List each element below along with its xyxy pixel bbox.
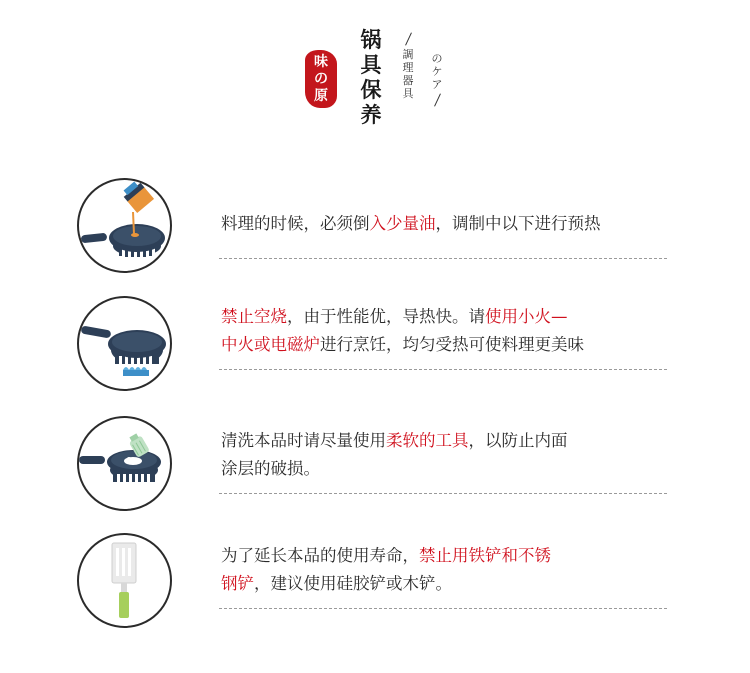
highlight-text: 中火或电磁炉: [221, 335, 320, 354]
highlight-text: 使用小火—: [485, 307, 568, 326]
pan-on-burner-icon: [77, 296, 172, 391]
oil-pouring-pan-icon: [77, 178, 172, 273]
title-char: 具: [360, 53, 382, 77]
subtitle-char: 具: [402, 87, 414, 100]
text-line: [221, 331, 671, 359]
text-segment: 涂层的破损。: [221, 459, 320, 478]
text-line: [221, 455, 671, 483]
text-segment: 清洗本品时请尽量使用: [221, 431, 386, 450]
subtitle-char: ア: [431, 78, 443, 91]
subtitle-char: 器: [402, 74, 414, 87]
seal-char: 原: [314, 87, 328, 104]
care-text: [221, 303, 671, 359]
text-line: [221, 210, 671, 238]
pan-washing-icon: [77, 416, 172, 511]
slash-divider: [434, 93, 441, 106]
subtitle-jp-2: [430, 52, 444, 107]
page-title: [358, 28, 384, 128]
title-char: 锅: [360, 28, 382, 52]
dashed-divider: [219, 608, 667, 609]
text-segment: 料理的时候，必须倒: [221, 214, 370, 233]
text-segment: ，以防止内面: [468, 431, 568, 450]
text-line: [221, 570, 671, 598]
text-line: [221, 542, 671, 570]
text-segment: 进行烹饪，均匀受热可使料理更美味: [320, 335, 584, 354]
dashed-divider: [219, 258, 667, 259]
highlight-text: 柔软的工具: [386, 431, 469, 450]
subtitle-char: の: [431, 52, 443, 65]
subtitle-char: 理: [402, 61, 414, 74]
seal-stamp: [305, 50, 337, 108]
text-segment: ，由于性能优，导热快。请: [287, 307, 485, 326]
seal-char: 味: [314, 53, 328, 70]
spatula-icon: [77, 533, 172, 628]
header: [0, 0, 750, 150]
text-segment: ，建议使用硅胶铲或木铲。: [254, 574, 452, 593]
care-text: [221, 542, 671, 598]
subtitle-char: 調: [402, 48, 414, 61]
title-char: 保: [360, 78, 382, 102]
subtitle-jp-1: [401, 32, 415, 100]
subtitle-char: ケ: [431, 65, 443, 78]
text-line: [221, 303, 671, 331]
slash-divider: [405, 32, 412, 45]
text-segment: ，调制中以下进行预热: [435, 214, 601, 233]
dashed-divider: [219, 369, 667, 370]
text-segment: 为了延长本品的使用寿命，: [221, 546, 419, 565]
text-line: [221, 427, 671, 455]
care-text: [221, 427, 671, 483]
seal-char: の: [314, 70, 328, 87]
highlight-text: 禁止空烧: [221, 307, 287, 326]
highlight-text: 禁止用铁铲和不锈: [419, 546, 551, 565]
highlight-text: 入少量油: [369, 214, 436, 233]
care-text: [221, 210, 671, 238]
dashed-divider: [219, 493, 667, 494]
title-char: 养: [360, 103, 382, 127]
highlight-text: 钢铲: [221, 574, 254, 593]
